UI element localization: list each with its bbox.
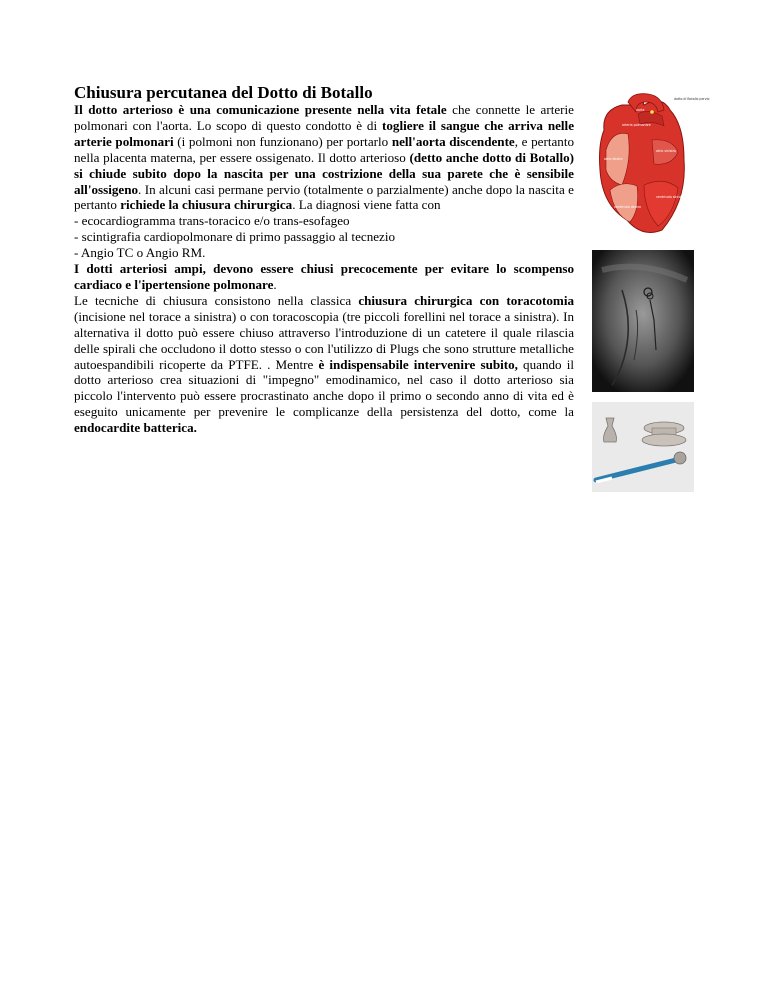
heart-label-left-atrium: atrio sinistro xyxy=(656,149,676,153)
bold-phrase: Il dotto arterioso è una comunicazione presente nella vita fetale xyxy=(74,102,447,117)
heart-label-pulm-artery: arteria polmonare xyxy=(622,123,651,127)
bold-phrase: è indispensabile intervenire subito, xyxy=(318,356,518,372)
text-span: Le tecniche di chiusura consistono nella classica xyxy=(74,292,359,308)
bold-phrase: chiusura chirurgica con toracotomia xyxy=(358,292,575,308)
bold-phrase: (detto anche dotto di Botallo) si chiude subito dopo la nascita per una costrizione della sua parete che è sensibile all'ossigeno xyxy=(74,149,574,197)
heart-label-right-atrium: atrio destro xyxy=(604,157,623,161)
list-item: - scintigrafia cardiopolmonare di primo passaggio al tecnezio xyxy=(74,229,396,245)
text-span: che connette le arterie polmonari con l'aorta. Lo scopo di questo condotto è di xyxy=(74,102,574,133)
text-span: (incisione nel torace a sinistra) o con toracoscopia (tre piccoli forellini nel torace a sinistra). In alternativa il dotto può essere chiuso attraverso l'introduzione di un catetere il quale rilascia delle spirali che occludono il dotto stesso o con l'utilizzo di Plugs che sono strutture metalliche autoespandibili ricoperte da PTFE. . Mentre xyxy=(74,308,574,372)
text-span: quando il dotto arterioso crea situazioni di "impegno" emodinamico, nel caso il dotto arterioso sia piccolo l'intervento può essere procrastinato anche dopo il primo o secondo anno di vita ed è eseguito unicamente per prevenire le complicanze della persistenza del dotto, come la xyxy=(74,356,574,420)
text-span: (i polmoni non funzionano) per portarlo xyxy=(173,133,392,149)
bold-phrase: richiede la chiusura chirurgica xyxy=(120,197,293,213)
closure-device-photo xyxy=(592,402,694,492)
bold-phrase: nell'aorta discendente xyxy=(391,133,515,149)
heart-label-aorta: aorta xyxy=(636,108,645,112)
list-item: - Angio TC o Angio RM. xyxy=(74,245,206,261)
paragraph-warning xyxy=(74,261,574,293)
list-item: - ecocardiogramma trans-toracico e/o trans-esofageo xyxy=(74,213,350,229)
text-span: . xyxy=(273,276,277,292)
text-span: , e pertanto nella placenta materna, per essere ossigenato. Il dotto arterioso xyxy=(74,133,575,165)
text-span: . La diagnosi viene fatta con xyxy=(292,197,441,213)
heart-label-right-ventricle: ventricolo destro xyxy=(614,205,641,209)
bold-phrase: endocardite batterica. xyxy=(74,420,197,436)
heart-label-left-ventricle: ventricolo sinistro xyxy=(656,195,685,199)
bold-phrase: I dotti arteriosi ampi, devono essere chiusi precocemente per evitare lo scompenso cardiaco e l'ipertensione polmonare xyxy=(74,261,574,292)
bold-phrase: togliere il sangue che arriva nelle arterie polmonari xyxy=(74,117,575,149)
angiography-image xyxy=(592,250,694,392)
heart-diagram xyxy=(592,90,710,240)
article-body xyxy=(74,102,574,436)
heart-label-ductus: dotto di Botallo pervio xyxy=(674,97,710,101)
text-span: . In alcuni casi permane pervio (totalmente o parzialmente) anche dopo la nascita e pertanto xyxy=(74,181,574,213)
paragraph-techniques xyxy=(74,293,574,436)
page-title: Chiusura percutanea del Dotto di Botallo xyxy=(74,83,373,102)
paragraph-intro xyxy=(74,102,574,213)
